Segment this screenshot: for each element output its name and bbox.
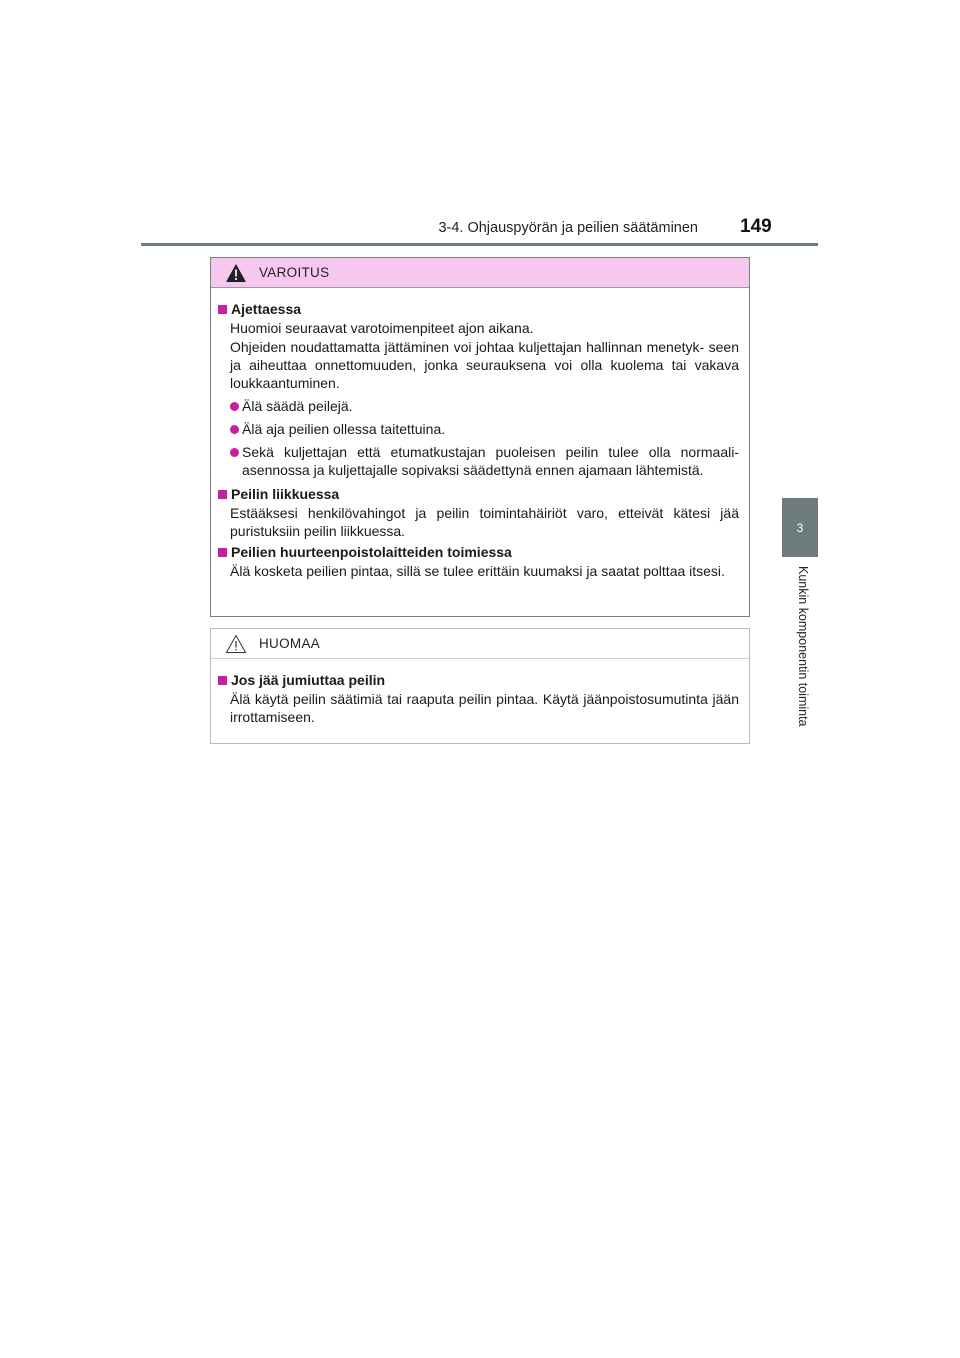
warning-triangle-icon: [225, 263, 247, 283]
bullet-dot-icon: [230, 402, 239, 411]
notice-box-body: [211, 659, 749, 726]
chapter-tab[interactable]: [782, 498, 818, 557]
notice-title: HUOMAA: [259, 636, 321, 651]
warning-section-defoggers: [218, 543, 739, 580]
section-title: Jos jää jumiuttaa peilin: [231, 672, 386, 688]
chapter-label: Kunkin komponentin toiminta: [796, 566, 810, 727]
notice-box-header: [211, 629, 749, 659]
warning-title: VAROITUS: [259, 265, 330, 280]
list-item: Älä aja peilien ollessa taitettuina.: [230, 420, 739, 438]
warning-box-body: [211, 288, 749, 580]
section-square-icon: [218, 305, 227, 314]
warning-section-driving: [218, 300, 739, 479]
section-title: 3-4. Ohjauspyörän ja peilien säätäminen: [438, 220, 698, 236]
header-divider: [141, 243, 818, 246]
caution-triangle-outline-icon: [225, 634, 247, 654]
section-square-icon: [218, 676, 227, 685]
page-number: 149: [740, 216, 772, 237]
paragraph: Estääksesi henkilövahingot ja peilin toimintahäiriöt varo, etteivät kätesi jää puristuksiin peilin liikkuessa.: [230, 505, 739, 539]
paragraph: Ohjeiden noudattamatta jättäminen voi johtaa kuljettajan hallinnan menetyk- seen ja aiheuttaa onnettomuuden, jonka seurauksena voi olla kuolema tai vakava loukkaantuminen.: [230, 339, 739, 391]
section-title: Peilin liikkuessa: [231, 486, 340, 502]
paragraph: Älä kosketa peilien pintaa, sillä se tulee erittäin kuumaksi ja saatat polttaa itsesi.: [230, 563, 725, 579]
warning-box: [210, 257, 750, 617]
chapter-number: 3: [796, 520, 804, 535]
notice-section-ice: [218, 671, 739, 726]
bullet-dot-icon: [230, 425, 239, 434]
notice-box: [210, 628, 750, 744]
warning-section-mirror-moving: [218, 485, 739, 540]
bullet-dot-icon: [230, 448, 239, 457]
section-title: Peilien huurteenpoistolaitteiden toimiessa: [231, 544, 512, 560]
paragraph: Huomioi seuraavat varotoimenpiteet ajon aikana.: [230, 320, 534, 336]
paragraph: Älä käytä peilin säätimiä tai raaputa peilin pintaa. Käytä jäänpoistosumutinta jään irrottamiseen.: [230, 691, 739, 725]
warning-box-header: [211, 258, 749, 288]
section-title: Ajettaessa: [231, 301, 302, 317]
list-item: Älä säädä peilejä.: [230, 397, 739, 415]
list-item: Sekä kuljettajan että etumatkustajan puoleisen peilin tulee olla normaali- asennossa ja kuljettajalle sopivaksi säädettynä ennen ajamaan lähtemistä.: [230, 443, 739, 479]
section-square-icon: [218, 490, 227, 499]
section-square-icon: [218, 548, 227, 557]
